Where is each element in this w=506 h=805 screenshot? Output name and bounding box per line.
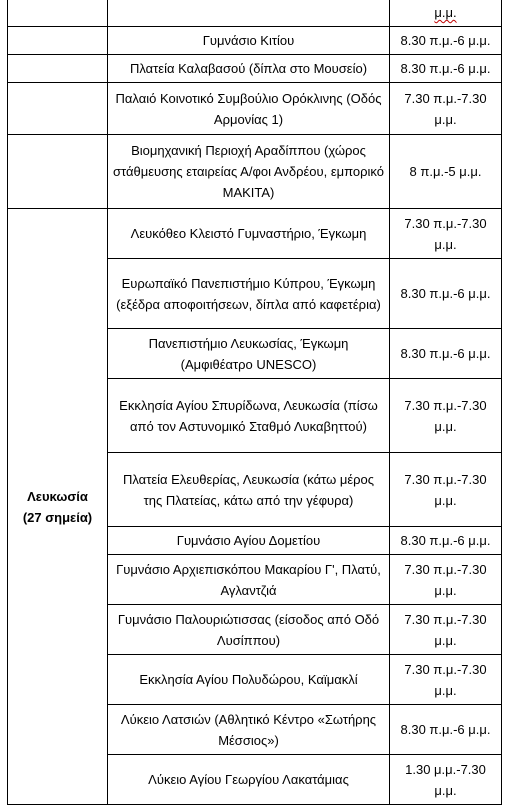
time-cell: 8.30 π.μ.-6 μ.μ.	[390, 259, 502, 329]
time-cell: 8.30 π.μ.-6 μ.μ.	[390, 27, 502, 55]
location-cell: Λευκόθεο Κλειστό Γυμναστήριο, Έγκωμη	[108, 209, 390, 259]
table-row	[8, 135, 502, 209]
time-text: μ.μ.	[434, 5, 457, 20]
locations-table	[7, 0, 502, 805]
table-row	[8, 55, 502, 83]
time-cell: 7.30 π.μ.-7.30 μ.μ.	[390, 555, 502, 605]
location-cell: Γυμνάσιο Αγίου Δομετίου	[108, 527, 390, 555]
time-cell: 8.30 π.μ.-6 μ.μ.	[390, 329, 502, 379]
time-cell: 8 π.μ.-5 μ.μ.	[390, 135, 502, 209]
time-cell: 7.30 π.μ.-7.30 μ.μ.	[390, 605, 502, 655]
region-cell	[8, 209, 108, 805]
location-cell: Γυμνάσιο Κιτίου	[108, 27, 390, 55]
region-name: Λευκωσία	[27, 488, 88, 504]
location-cell: Λύκειο Αγίου Γεωργίου Λακατάμιας	[108, 755, 390, 805]
location-cell: Πλατεία Ελευθερίας, Λευκωσία (κάτω μέρος της Πλατείας, κάτω από την γέφυρα)	[108, 453, 390, 527]
time-cell: 7.30 π.μ.-7.30 μ.μ.	[390, 453, 502, 527]
location-cell: Εκκλησία Αγίου Πολυδώρου, Καϊμακλί	[108, 655, 390, 705]
region-cell-empty	[8, 27, 108, 55]
region-cell-empty	[8, 0, 108, 27]
location-cell: Ευρωπαϊκό Πανεπιστήμιο Κύπρου, Έγκωμη (εξέδρα αποφοιτήσεων, δίπλα από καφετέρια)	[108, 259, 390, 329]
location-cell: Εκκλησία Αγίου Σπυρίδωνα, Λευκωσία (πίσω από τον Αστυνομικό Σταθμό Λυκαβηττού)	[108, 379, 390, 453]
time-cell: 8.30 π.μ.-6 μ.μ.	[390, 527, 502, 555]
time-cell: 7.30 π.μ.-7.30 μ.μ.	[390, 83, 502, 135]
location-cell	[108, 0, 390, 27]
region-count: (27 σημεία)	[22, 509, 93, 525]
time-cell: 7.30 π.μ.-7.30 μ.μ.	[390, 209, 502, 259]
table-row	[8, 27, 502, 55]
time-cell: 7.30 π.μ.-7.30 μ.μ.	[390, 379, 502, 453]
location-cell: Γυμνάσιο Παλουριώτισσας (είσοδος από Οδό Λυσίππου)	[108, 605, 390, 655]
region-cell-empty	[8, 135, 108, 209]
location-cell: Πλατεία Καλαβασού (δίπλα στο Μουσείο)	[108, 55, 390, 83]
location-cell: Γυμνάσιο Αρχιεπισκόπου Μακαρίου Γ', Πλατύ, Αγλαντζιά	[108, 555, 390, 605]
time-cell: 7.30 π.μ.-7.30 μ.μ.	[390, 655, 502, 705]
location-cell: Βιομηχανική Περιοχή Αραδίππου (χώρος στάθμευσης εταιρείας Α/φοι Ανδρέου, εμπορικό ΜΑΚΙΤΑ)	[108, 135, 390, 209]
time-cell: 8.30 π.μ.-6 μ.μ.	[390, 705, 502, 755]
time-cell	[390, 0, 502, 27]
location-cell: Πανεπιστήμιο Λευκωσίας, Έγκωμη (Αμφιθέατρο UNESCO)	[108, 329, 390, 379]
region-cell-empty	[8, 83, 108, 135]
table-row	[8, 209, 502, 259]
location-cell: Παλαιό Κοινοτικό Συμβούλιο Ορόκλινης (Οδός Αρμονίας 1)	[108, 83, 390, 135]
location-cell: Λύκειο Λατσιών (Αθλητικό Κέντρο «Σωτήρης Μέσσιος»)	[108, 705, 390, 755]
region-cell-empty	[8, 55, 108, 83]
table-row	[8, 0, 502, 27]
time-cell: 8.30 π.μ.-6 μ.μ.	[390, 55, 502, 83]
time-cell: 1.30 μ.μ.-7.30 μ.μ.	[390, 755, 502, 805]
table-row	[8, 83, 502, 135]
